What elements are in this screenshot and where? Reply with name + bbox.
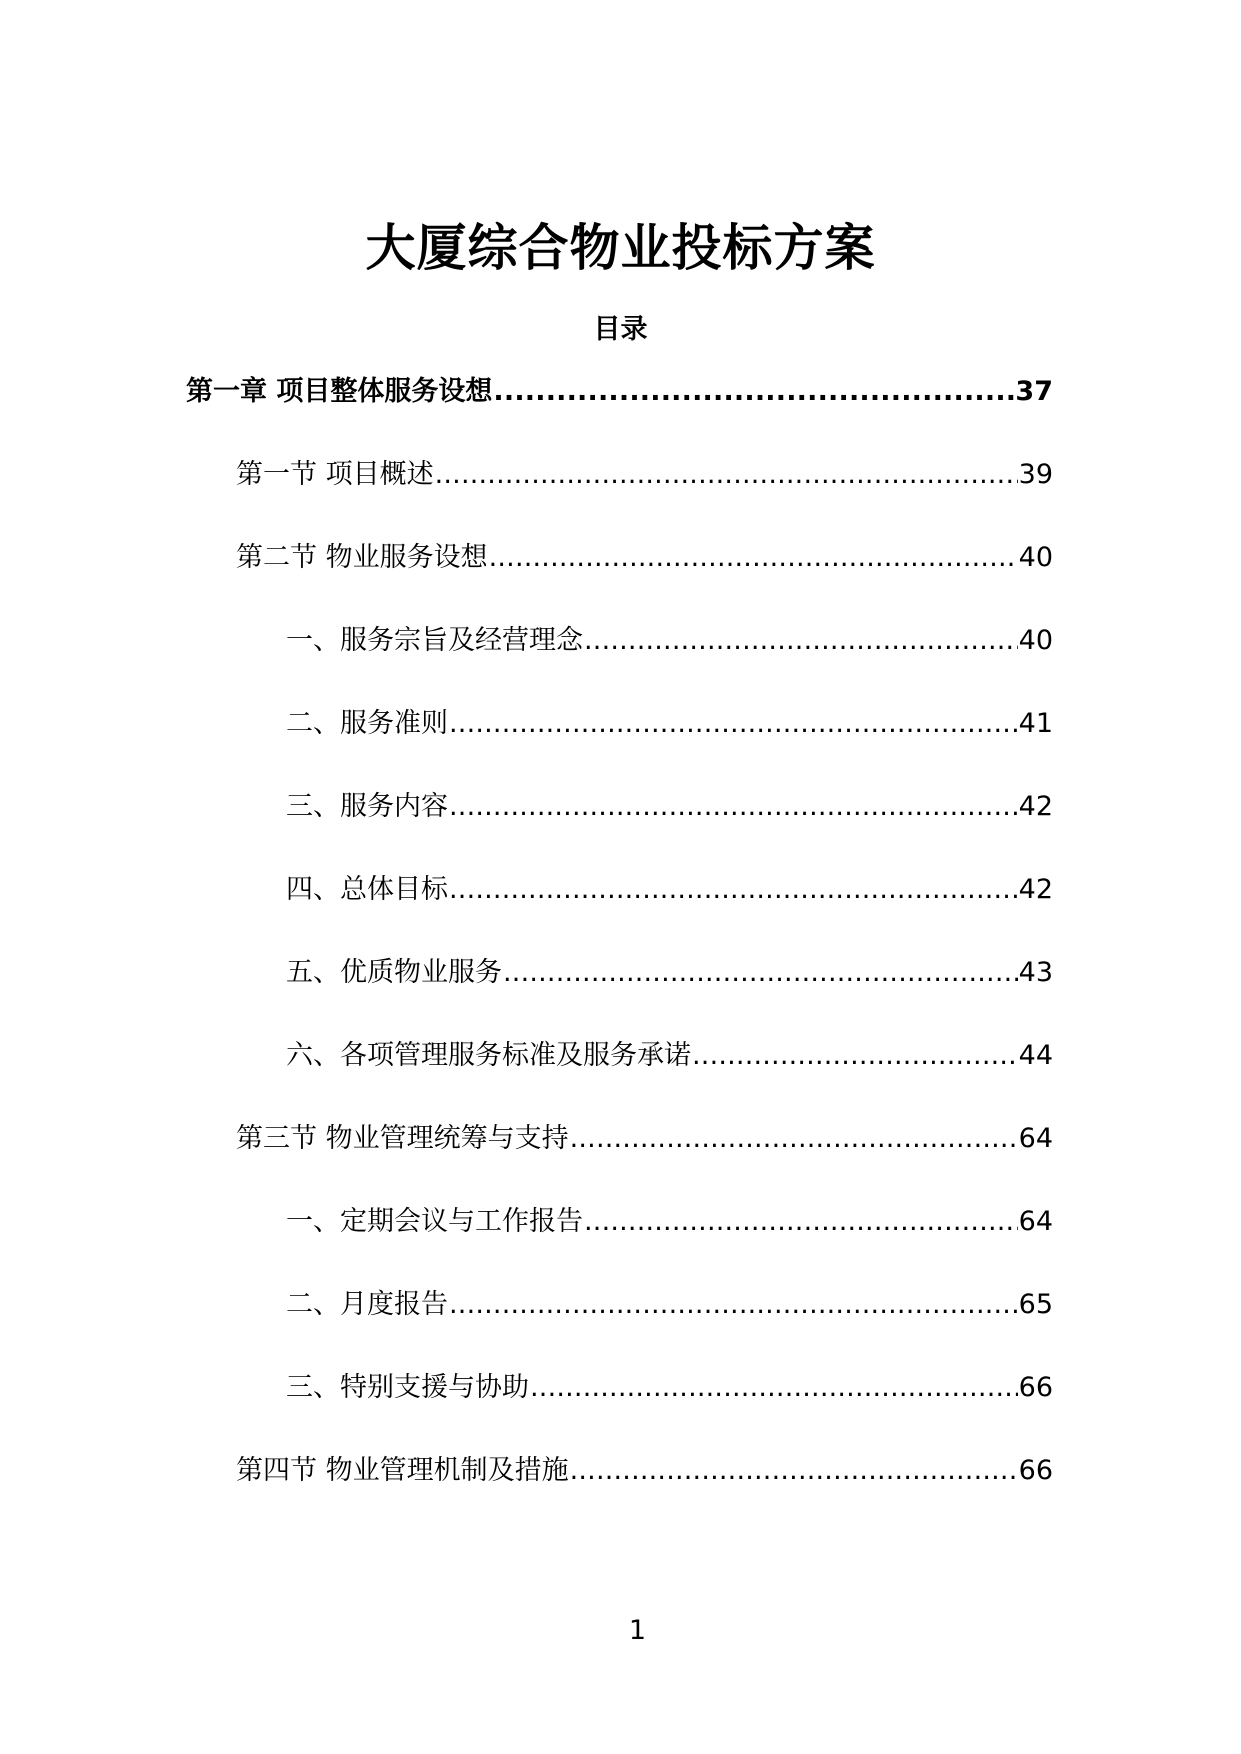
toc-entry-page: 41 (1018, 708, 1053, 739)
toc-dot-leader (503, 953, 1018, 993)
toc-entry-page: 42 (1018, 791, 1053, 822)
toc-entry-subsection[interactable] (286, 787, 1053, 827)
toc-entry-title: 二、月度报告 (286, 1289, 448, 1320)
toc-dot-leader (449, 704, 1018, 744)
toc-entry-title: 一、服务宗旨及经营理念 (286, 625, 583, 656)
toc-entry-subsection[interactable] (286, 1368, 1053, 1408)
toc-entry-title: 六、各项管理服务标准及服务承诺 (286, 1040, 691, 1071)
toc-entry-section-4[interactable] (236, 1451, 1053, 1491)
toc-entry-subsection[interactable] (286, 1202, 1053, 1242)
toc-entry-page: 42 (1018, 874, 1053, 905)
toc-entry-page: 66 (1018, 1372, 1053, 1403)
toc-entry-page: 65 (1018, 1289, 1053, 1320)
toc-entry-page: 44 (1018, 1040, 1053, 1071)
toc-entry-subsection[interactable] (286, 1036, 1053, 1076)
toc-dot-leader (449, 1285, 1018, 1325)
toc-entry-page: 37 (1015, 376, 1053, 407)
toc-entry-page: 40 (1018, 542, 1053, 573)
document-title: 大厦综合物业投标方案 (365, 218, 876, 277)
toc-dot-leader (584, 1202, 1018, 1242)
toc-entry-subsection[interactable] (286, 953, 1053, 993)
toc-dot-leader (530, 1368, 1018, 1408)
toc-entry-subsection[interactable] (286, 621, 1053, 661)
toc-entry-subsection[interactable] (286, 704, 1053, 744)
toc-dot-leader (489, 538, 1018, 578)
page-number: 1 (628, 1615, 647, 1646)
toc-dot-leader (435, 455, 1018, 495)
toc-entry-page: 66 (1018, 1455, 1053, 1486)
toc-entry-title: 三、服务内容 (286, 791, 448, 822)
toc-entry-section-3[interactable] (236, 1119, 1053, 1159)
toc-entry-section-1[interactable] (236, 455, 1053, 495)
toc-entry-title: 一、定期会议与工作报告 (286, 1206, 583, 1237)
toc-dot-leader (493, 372, 1014, 412)
toc-heading: 目录 (593, 314, 648, 345)
toc-entry-subsection[interactable] (286, 1285, 1053, 1325)
toc-dot-leader (570, 1119, 1018, 1159)
toc-entry-title: 第四节 物业管理机制及措施 (236, 1455, 569, 1486)
toc-entry-section-2[interactable] (236, 538, 1053, 578)
toc-entry-chapter-1[interactable] (186, 372, 1053, 412)
toc-entry-title: 第一节 项目概述 (236, 459, 434, 490)
toc-entry-title: 第三节 物业管理统筹与支持 (236, 1123, 569, 1154)
toc-dot-leader (570, 1451, 1018, 1491)
toc-entry-page: 40 (1018, 625, 1053, 656)
toc-entry-title: 三、特别支援与协助 (286, 1372, 529, 1403)
toc-entry-title: 五、优质物业服务 (286, 957, 502, 988)
toc-entry-subsection[interactable] (286, 870, 1053, 910)
toc-entry-page: 64 (1018, 1123, 1053, 1154)
toc-entry-page: 64 (1018, 1206, 1053, 1237)
toc-dot-leader (584, 621, 1018, 661)
toc-entry-title: 第一章 项目整体服务设想 (186, 376, 493, 407)
toc-entry-title: 第二节 物业服务设想 (236, 542, 488, 573)
toc-dot-leader (692, 1036, 1018, 1076)
toc-entry-title: 四、总体目标 (286, 874, 448, 905)
toc-dot-leader (449, 870, 1018, 910)
toc-entry-page: 43 (1018, 957, 1053, 988)
toc-entry-page: 39 (1018, 459, 1053, 490)
toc-entry-title: 二、服务准则 (286, 708, 448, 739)
toc-dot-leader (449, 787, 1018, 827)
